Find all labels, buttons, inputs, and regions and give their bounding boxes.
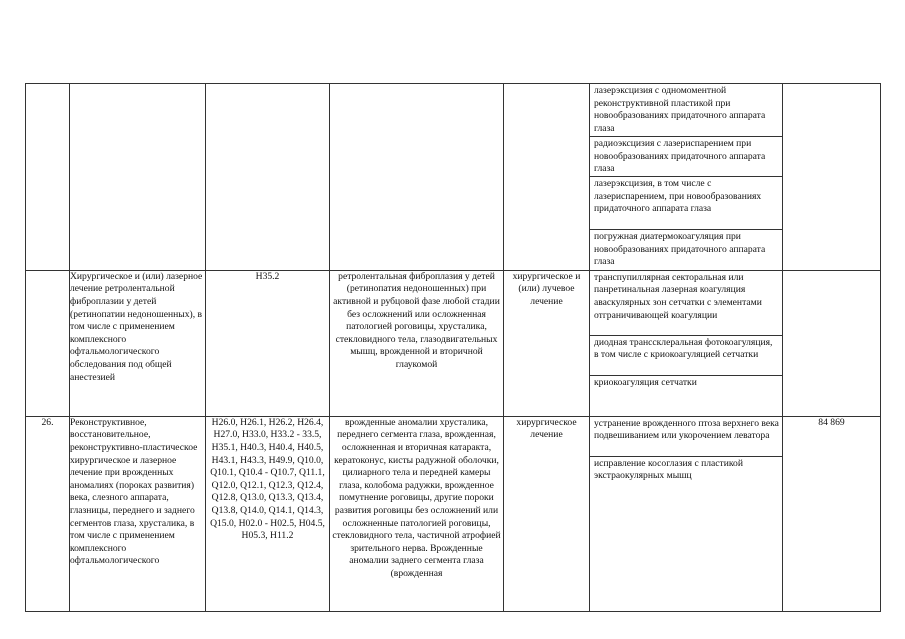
table-row — [26, 270, 881, 416]
cost-norm-cell: 84 869 — [783, 416, 881, 611]
icd-codes-cell — [206, 84, 330, 271]
row-number-cell: 26. — [26, 416, 70, 611]
icd-codes-cell: H26.0, H26.1, H26.2, H26.4, H27.0, H33.0, H33.2 - 33.5, H35.1, H40.3, H40.4, H40.5, H43.1, H43.3, H49.9, Q10.0, Q10.1, Q10.4 - Q10.7, Q11.1, Q12.0, Q12.1, Q12.3, Q12.4, Q12.8, Q13.0, Q13.3, Q13.4, Q13.8, Q14.0, Q14.1, Q14.3, Q15.0, H02.0 - H02.5, H04.5, H05.3, H11.2 — [206, 416, 330, 611]
treatment-methods-cell — [590, 270, 783, 416]
care-type-cell: Хирургическое и (или) лазерное лечение ретролентальной фиброплазии у детей (ретинопатии недоношенных), в том числе с применением комплексного офтальмологического обследования под общей анестезией — [70, 270, 206, 416]
patient-model-cell — [330, 84, 504, 271]
care-type-cell: Реконструктивное, восстановительное, реконструктивно-пластическое хирургическое и лазерное лечение при врожденных аномалиях (пороках развития) века, слезного аппарата, глазницы, переднего и заднего сегментов глаза, хрусталика, в том числе с применением комплексного офтальмологического — [70, 416, 206, 611]
treatment-method-item: лазерэксцизия, в том числе с лазериспарением, при новообразованиях придаточного аппарата глаза — [590, 177, 782, 230]
table-row — [26, 84, 881, 271]
treatment-method-item: исправление косоглазия с пластикой экстраокулярных мышц — [594, 457, 743, 482]
treatment-method-item: устранение врожденного птоза верхнего века подвешиванием или укорочением леватора — [590, 417, 782, 457]
treatment-method-item: диодная транссклеральная фотокоагуляция, в том числе с криокоагуляцией сетчатки — [590, 336, 782, 376]
table-row — [26, 416, 881, 611]
cost-norm-cell — [783, 84, 881, 271]
care-type-cell — [70, 84, 206, 271]
treatment-type-cell — [504, 84, 590, 271]
treatment-method-item: криокоагуляция сетчатки — [594, 376, 697, 388]
treatment-type-cell: хирургическое лечение — [504, 416, 590, 611]
row-number-cell — [26, 270, 70, 416]
treatment-type-cell: хирургическое и (или) лучевое лечение — [504, 270, 590, 416]
treatment-methods-cell — [590, 416, 783, 611]
treatment-method-item: лазерэксцизия с одномоментной реконструктивной пластикой при новообразованиях придаточного аппарата глаза — [590, 84, 782, 137]
treatment-method-item: погружная диатермокоагуляция при новообразованиях придаточного аппарата глаза — [594, 231, 766, 268]
medical-care-table — [25, 83, 881, 612]
icd-codes-cell: H35.2 — [206, 270, 330, 416]
row-number-cell — [26, 84, 70, 271]
treatment-methods-cell — [590, 84, 783, 271]
patient-model-cell: врожденные аномалии хрусталика, переднего сегмента глаза, врожденная, осложненная и вторичная катаракта, кератоконус, кисты радужной оболочки, цилиарного тела и передней камеры глаза, колобома радужки, врожденное помутнение роговицы, другие пороки развития роговицы без осложнений или осложненные патологией роговицы, стекловидного тела, частичной атрофией зрительного нерва. Врожденные аномалии заднего сегмента глаза (врожденная — [330, 416, 504, 611]
treatment-method-item: радиоэксцизия с лазериспарением при новообразованиях придаточного аппарата глаза — [590, 137, 782, 177]
patient-model-cell: ретролентальная фиброплазия у детей (ретинопатия недоношенных) при активной и рубцовой фазе любой стадии без осложнений или осложненная патологией роговицы, хрусталика, стекловидного тела, глазодвигательных мышц, врожденной и вторичной глаукомой — [330, 270, 504, 416]
treatment-method-item: транспупиллярная секторальная или панретинальная лазерная коагуляция аваскулярных зон сетчатки с элементами отграничивающей коагуляции — [590, 271, 782, 336]
cost-norm-cell — [783, 270, 881, 416]
